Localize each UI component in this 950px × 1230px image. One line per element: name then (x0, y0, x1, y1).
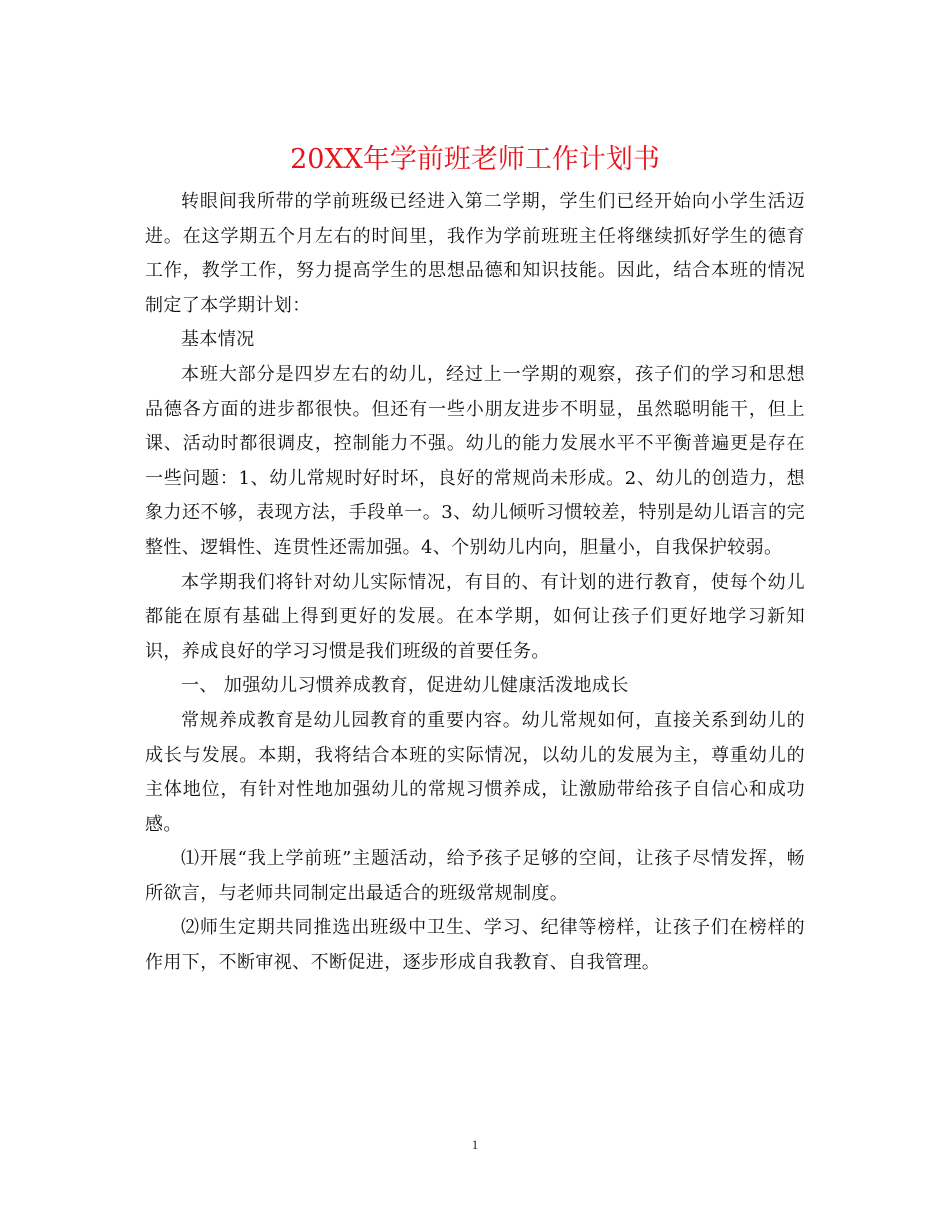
paragraph-routine-education: 常规养成教育是幼儿园教育的重要内容。幼儿常规如何，直接关系到幼儿的成长与发展。本期，我将结合本班的实际情况，以幼儿的发展为主，尊重幼儿的主体地位，有针对性地加强幼儿的常规习惯养成，让激励带给孩子自信心和成功感。 (145, 709, 805, 835)
heading-basic-situation: 基本情况 (181, 329, 255, 351)
paragraph-item-1: ⑴开展“我上学前班”主题活动，给予孩子足够的空间，让孩子尽情发挥，畅所欲言，与老师共同制定出最适合的班级常规制度。 (145, 848, 805, 904)
paragraph-basic-situation: 本班大部分是四岁左右的幼儿，经过上一学期的观察，孩子们的学习和思想品德各方面的进步都很快。但还有一些小朋友进步不明显，虽然聪明能干，但上课、活动时都很调皮，控制能力不强。幼儿的能力发展水平不平衡普遍更是存在一些问题：1、幼儿常规时好时坏，良好的常规尚未形成。2、幼儿的创造力，想象力还不够，表现方法，手段单一。3、幼儿倾听习惯较差，特别是幼儿语言的完整性、逻辑性、连贯性还需加强。4、个别幼儿内向，胆量小，自我保护较弱。 (145, 363, 805, 558)
document-title: 20XX年学前班老师工作计划书 (290, 144, 660, 175)
paragraph-intro: 转眼间我所带的学前班级已经进入第二学期，学生们已经开始向小学生活迈进。在这学期五个月左右的时间里，我作为学前班班主任将继续抓好学生的德育工作，教学工作，努力提高学生的思想品德和知识技能。因此，结合本班的情况制定了本学期计划： (145, 191, 805, 316)
page-number: 1 (471, 1137, 479, 1152)
heading-section-one: 一、 加强幼儿习惯养成教育，促进幼儿健康活泼地成长 (181, 675, 629, 697)
paragraph-semester-goal: 本学期我们将针对幼儿实际情况，有目的、有计划的进行教育，使每个幼儿都能在原有基础上得到更好的发展。在本学期，如何让孩子们更好地学习新知识，养成良好的学习习惯是我们班级的首要任务。 (145, 571, 805, 662)
paragraph-item-2: ⑵师生定期共同推选出班级中卫生、学习、纪律等榜样，让孩子们在榜样的作用下，不断审视、不断促进，逐步形成自我教育、自我管理。 (145, 917, 805, 974)
document-body (145, 185, 805, 981)
